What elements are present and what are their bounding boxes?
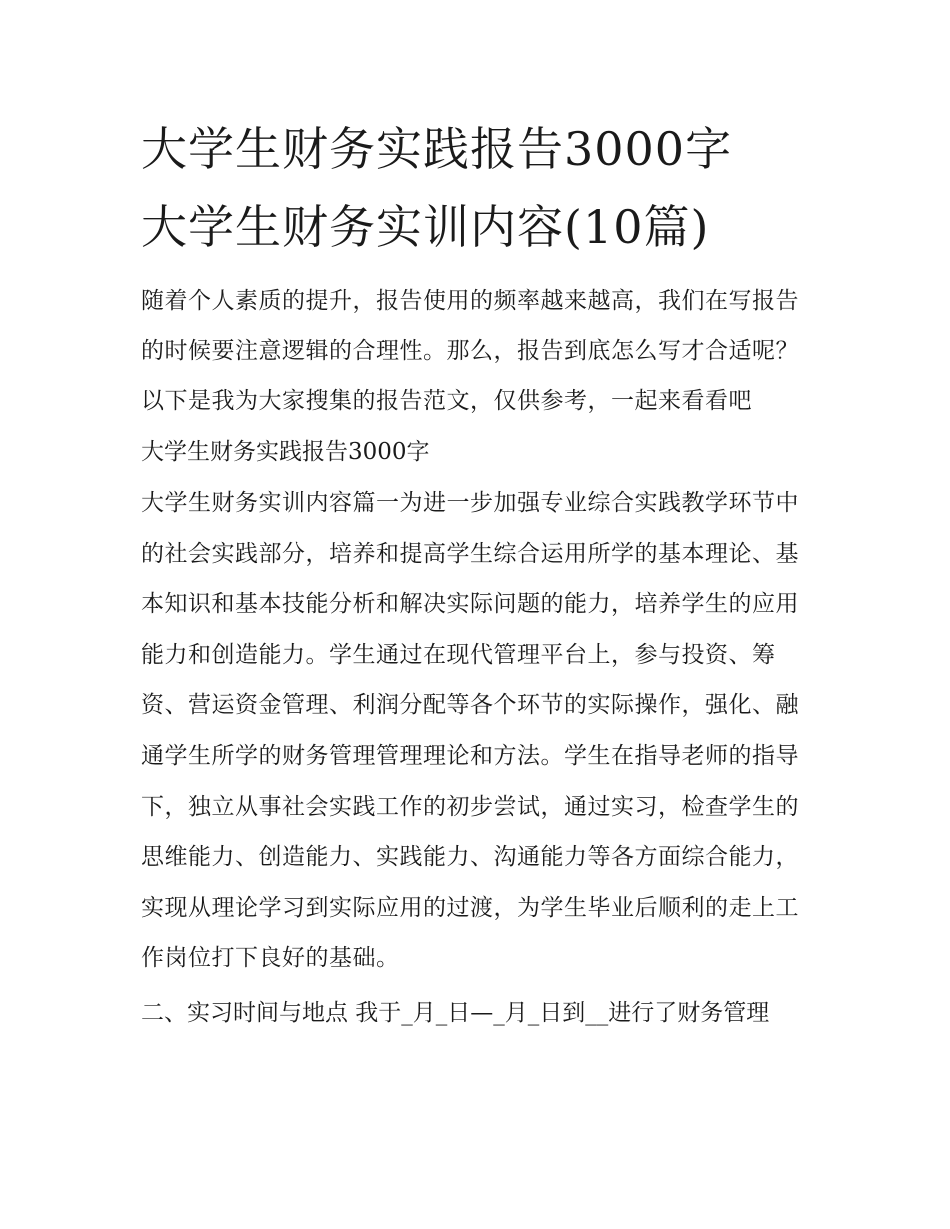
body-paragraph: 大学生财务实训内容篇一为进一步加强专业综合实践教学环节中的社会实践部分，培养和提高学生综合运用所学的基本理论、基本知识和基本技能分析和解决实际问题的能力，培养学生的应用能力和创造能力。学生通过在现代管理平台上，参与投资、筹资、营运资金管理、利润分配等各个环节的实际操作，强化、融通学生所学的财务管理管理理论和方法。学生在指导老师的指导下，独立从事社会实践工作的初步尝试，通过实习，检查学生的思维能力、创造能力、实践能力、沟通能力等各方面综合能力，实现从理论学习到实际应用的过渡，为学生毕业后顺利的走上工作岗位打下良好的基础。 bbox=[141, 490, 799, 972]
intro-paragraph: 随着个人素质的提升，报告使用的频率越来越高，我们在写报告的时候要注意逻辑的合理性。那么，报告到底怎么写才合适呢？以下是我为大家搜集的报告范文，仅供参考，一起来看看吧 bbox=[141, 288, 799, 414]
title-line-1: 大学生财务实践报告3000字 bbox=[141, 122, 733, 176]
section-two-heading: 二、实习时间与地点 我于_月_日—_月_日到__进行了财务管理 bbox=[141, 999, 770, 1026]
document-title bbox=[141, 110, 816, 266]
document-page bbox=[141, 110, 816, 1038]
section-subheading: 大学生财务实践报告3000字 bbox=[141, 439, 430, 465]
title-line-2: 大学生财务实训内容(10篇) bbox=[141, 200, 710, 254]
